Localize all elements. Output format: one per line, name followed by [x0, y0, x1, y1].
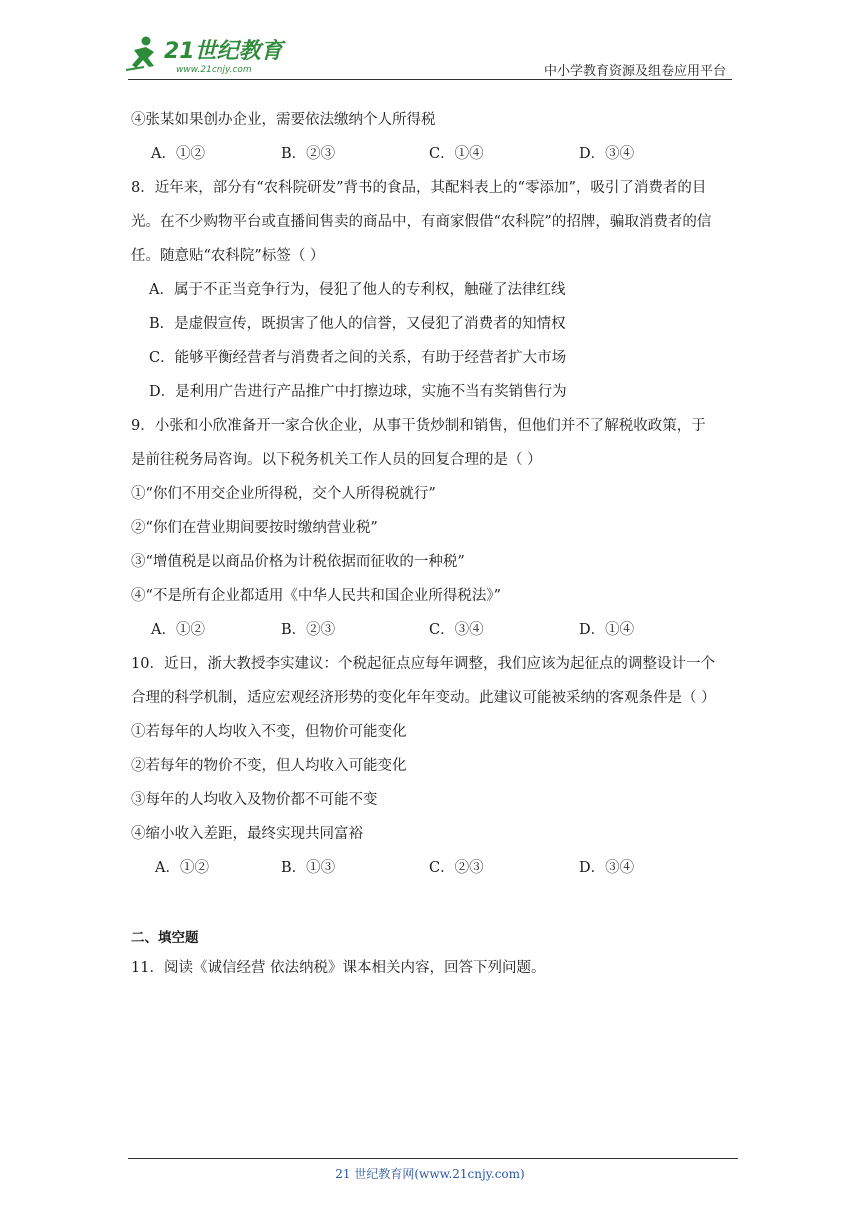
q9-stem-line-1: 9．小张和小欣准备开一家合伙企业，从事干货炒制和销售，但他们并不了解税收政策，于	[131, 418, 706, 434]
section-title: 二、填空题	[131, 930, 199, 946]
q9-item-3: ③“增值税是以商品价格为计税依据而征收的一种税”	[131, 554, 465, 570]
q10-stem-line-2: 合理的科学机制，适应宏观经济形势的变化年年变动。此建议可能被采纳的客观条件是（ ）	[131, 690, 716, 706]
site-logo	[124, 34, 294, 78]
q8-stem-line-3: 任。随意贴“农科院”标签（ ）	[131, 248, 325, 264]
q10-item-1: ①若每年的人均收入不变，但物价可能变化	[131, 724, 407, 740]
q7-option-b: B．②③	[281, 146, 336, 162]
q9-stem-line-2: 是前往税务局咨询。以下税务机关工作人员的回复合理的是（ ）	[131, 452, 542, 468]
logo-subtext: www.21cnjy.com	[176, 65, 252, 75]
header-divider	[128, 79, 732, 80]
q8-stem-line-1: 8．近年来，部分有“农科院研发”背书的食品，其配料表上的“零添加”，吸引了消费者的目	[131, 180, 707, 196]
q10-option-b: B．①③	[281, 860, 336, 876]
q10-option-c: C．②③	[429, 860, 484, 876]
q8-option-b: B．是虚假宣传，既损害了他人的信誉，又侵犯了消费者的知情权	[149, 316, 566, 332]
q8-option-c: C．能够平衡经营者与消费者之间的关系，有助于经营者扩大市场	[149, 350, 567, 366]
q8-option-a: A．属于不正当竞争行为，侵犯了他人的专利权，触碰了法律红线	[149, 282, 566, 298]
q11-stem: 11．阅读《诚信经营 依法纳税》课本相关内容，回答下列问题。	[131, 960, 546, 976]
q10-option-d: D．③④	[579, 860, 635, 876]
platform-name: 中小学教育资源及组卷应用平台	[543, 64, 726, 79]
page-footer: 21 世纪教育网(www.21cnjy.com)	[335, 1167, 525, 1181]
q9-item-4: ④“不是所有企业都适用《中华人民共和国企业所得税法》”	[131, 588, 502, 604]
q7-item-4: ④张某如果创办企业，需要依法缴纳个人所得税	[131, 112, 436, 128]
q8-stem-line-2: 光。在不少购物平台或直播间售卖的商品中，有商家假借“农科院”的招牌，骗取消费者的信	[131, 214, 712, 230]
q10-item-2: ②若每年的物价不变，但人均收入可能变化	[131, 758, 407, 774]
q10-item-3: ③每年的人均收入及物价都不可能不变	[131, 792, 378, 808]
q9-item-1: ①“你们不用交企业所得税，交个人所得税就行”	[131, 486, 436, 502]
q7-option-c: C．①④	[429, 146, 484, 162]
q10-option-a: A．①②	[155, 860, 209, 876]
q9-option-d: D．①④	[579, 622, 635, 638]
logo-text: 21世纪教育	[164, 39, 283, 64]
q10-item-4: ④缩小收入差距，最终实现共同富裕	[131, 826, 363, 842]
q9-options	[149, 620, 709, 640]
q9-item-2: ②“你们在营业期间要按时缴纳营业税”	[131, 520, 378, 536]
q7-option-a: A．①②	[151, 146, 205, 162]
q8-option-d: D．是利用广告进行产品推广中打擦边球，实施不当有奖销售行为	[149, 384, 567, 400]
q7-option-d: D．③④	[579, 146, 635, 162]
q10-options	[149, 858, 709, 878]
footer-divider	[128, 1158, 738, 1159]
page-header	[0, 0, 860, 80]
q9-option-b: B．②③	[281, 622, 336, 638]
q9-option-c: C．③④	[429, 622, 484, 638]
q10-stem-line-1: 10．近日，浙大教授李实建议：个税起征点应每年调整，我们应该为起征点的调整设计一个	[131, 656, 715, 672]
q9-option-a: A．①②	[151, 622, 205, 638]
q7-options	[149, 144, 709, 164]
